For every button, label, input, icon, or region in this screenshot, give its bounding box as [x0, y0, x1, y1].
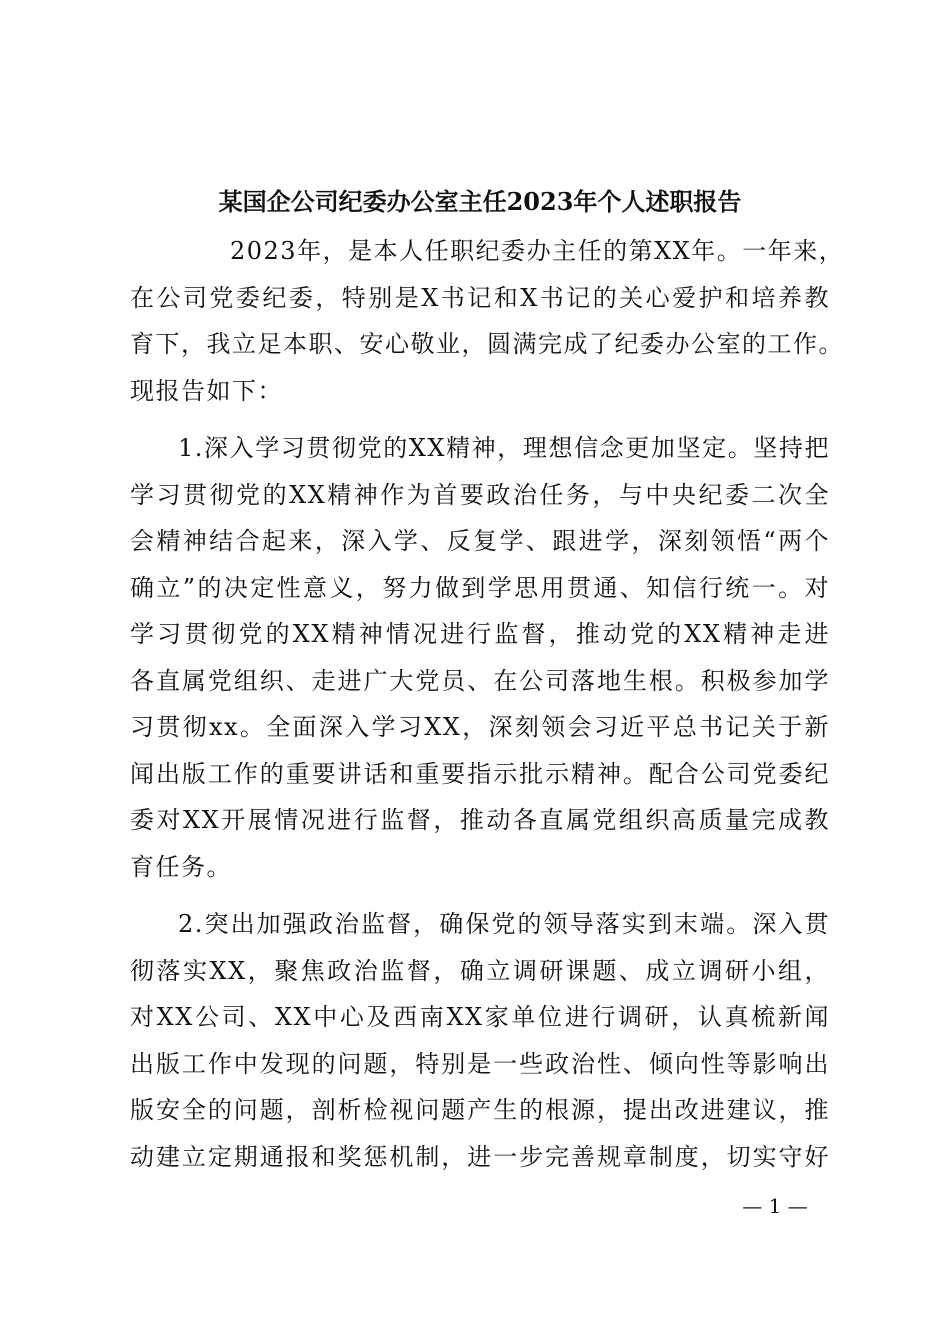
document-title: 某国企公司纪委办公室主任2023年个人述职报告: [218, 187, 742, 216]
text-line: 育任务。: [130, 852, 232, 881]
text-line: 动建立定期通报和奖惩机制，进一步完善规章制度，切实守好: [130, 1142, 830, 1171]
text-line: 会精神结合起来，深入学、反复学、跟进学，深刻领悟“两个: [130, 527, 830, 555]
page-number: — 1 —: [742, 1194, 808, 1218]
text-line: 育下，我立足本职、安心敬业，圆满完成了纪委办公室的工作。: [130, 330, 844, 358]
text-line: 1.深入学习贯彻党的XX精神，理想信念更加坚定。坚持把: [178, 434, 830, 462]
text-line: 学习贯彻党的XX精神情况进行监督，推动党的XX精神走进: [130, 620, 830, 648]
text-line: 习贯彻xx。全面深入学习XX，深刻领会习近平总书记关于新: [130, 713, 830, 741]
text-line: 版安全的问题，剖析检视问题产生的根源，提出改进建议，推: [130, 1096, 830, 1124]
paragraph-gap: [130, 414, 830, 425]
text-line: 对XX公司、XX中心及西南XX家单位进行调研，认真梳新闻: [130, 1003, 830, 1031]
text-line: 确立”的决定性意义，努力做到学思用贯通、知信行统一。对: [130, 573, 830, 602]
text-line: 现报告如下：: [130, 376, 283, 405]
text-line: 闻出版工作的重要讲话和重要指示批示精神。配合公司党委纪: [130, 759, 830, 788]
intro-paragraph: [130, 228, 845, 414]
text-line: 学习贯彻党的XX精神作为首要政治任务，与中央纪委二次全: [130, 480, 830, 509]
section-1-paragraph: [130, 425, 830, 890]
document-body: [130, 228, 845, 1180]
text-line: 出版工作中发现的问题，特别是一些政治性、倾向性等影响出: [130, 1049, 830, 1078]
text-line: 2.突出加强政治监督，确保党的领导落实到末端。深入贯: [178, 910, 830, 938]
section-2-paragraph: [130, 901, 830, 1180]
text-line: 各直属党组织、走进广大党员、在公司落地生根。积极参加学: [130, 666, 830, 695]
text-line: 彻落实XX，聚焦政治监督，确立调研课题、成立调研小组，: [130, 956, 830, 985]
text-line: 2023年，是本人任职纪委办主任的第XX年。一年来，: [230, 237, 845, 265]
text-line: 委对XX开展情况进行监督，推动各直属党组织高质量完成教: [130, 806, 830, 834]
text-line: 在公司党委纪委，特别是X书记和X书记的关心爱护和培养教: [130, 283, 830, 312]
paragraph-gap: [130, 890, 830, 901]
